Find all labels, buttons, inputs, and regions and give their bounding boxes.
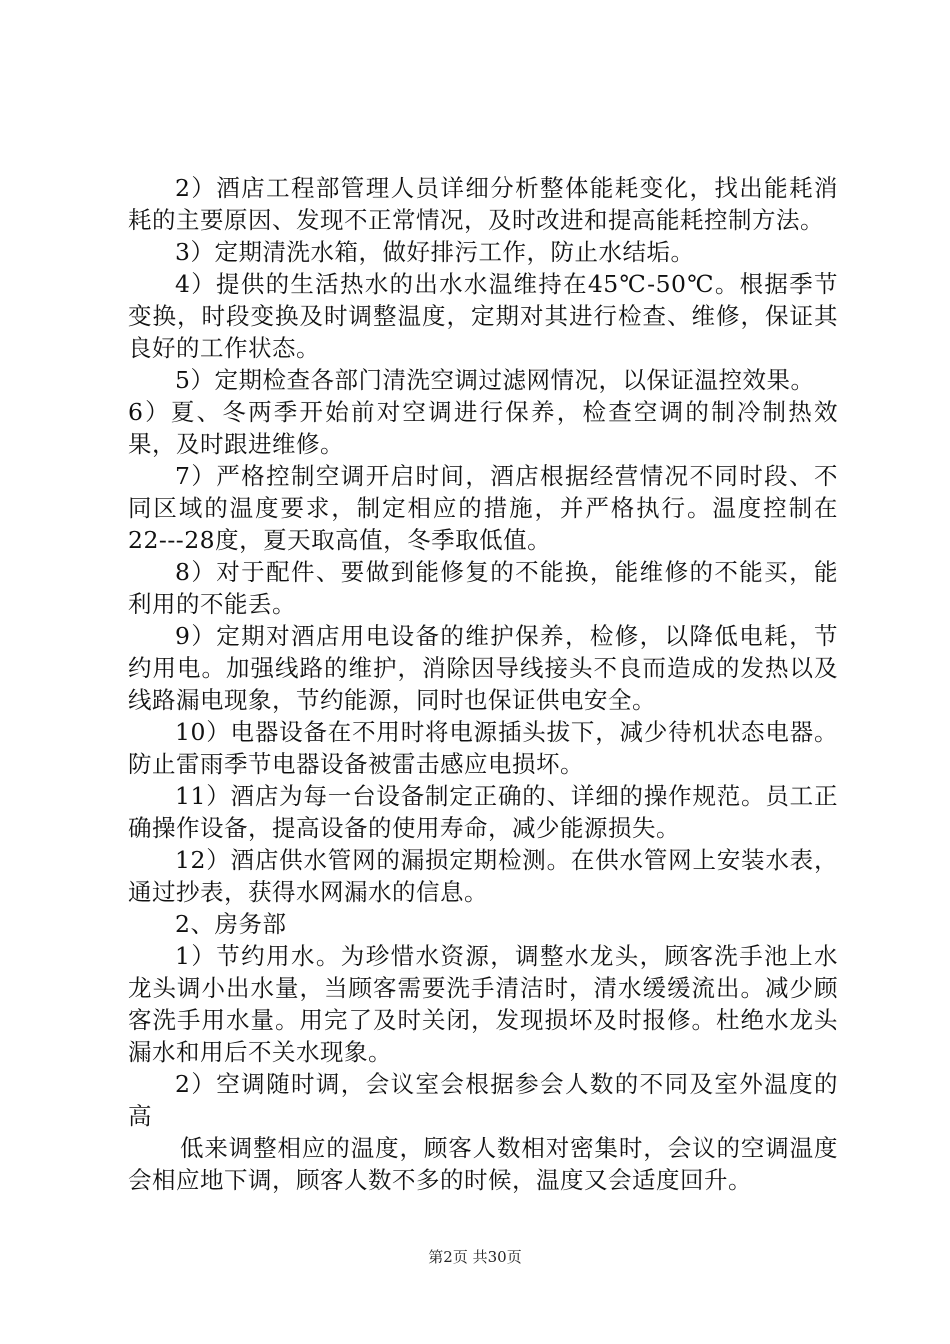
paragraph-pipe-leak: 12）酒店供水管网的漏损定期检测。在供水管网上安装水表，通过抄表，获得水网漏水的信息。 [128,846,838,906]
paragraph-ac-control: 7）严格控制空调开启时间，酒店根据经营情况不同时段、不同区域的温度要求，制定相应的措施，并严格执行。温度控制在22---28度，夏天取高值，冬季取低值。 [128,462,838,554]
paragraph-procedures: 11）酒店为每一台设备制定正确的、详细的操作规范。员工正确操作设备，提高设备的使用寿命，减少能源损失。 [128,782,838,842]
section-heading-housekeeping: 2、房务部 [175,910,287,938]
paragraph-energy-analysis: 2）酒店工程部管理人员详细分析整体能耗变化，找出能耗消耗的主要原因、发现不正常情况，及时改进和提高能耗控制方法。 [128,174,838,234]
paragraph-ac-meeting: 2）空调随时调，会议室会根据参会人数的不同及室外温度的高 [128,1070,838,1130]
paragraph-ac-maintenance: 6）夏、冬两季开始前对空调进行保养，检查空调的制冷制热效果，及时跟进维修。 [128,398,838,458]
paragraph-water-tank: 3）定期清洗水箱，做好排污工作，防止水结垢。 [175,238,695,266]
paragraph-standby: 10）电器设备在不用时将电源插头拔下，减少待机状态电器。防止雷雨季节电器设备被雷击感应电损坏。 [128,718,838,778]
paragraph-water-saving: 1）节约用水。为珍惜水资源，调整水龙头，顾客洗手池上水龙头调小出水量，当顾客需要洗手清洁时，清水缓缓流出。减少顾客洗手用水量。用完了及时关闭，发现损坏及时报修。杜绝水龙头漏水和用后不关水现象。 [128,942,838,1066]
paragraph-hot-water: 4）提供的生活热水的出水水温维持在45℃-50℃。根据季节变换，时段变换及时调整温度，定期对其进行检查、维修，保证其良好的工作状态。 [128,270,838,362]
page-number: 第2页 共30页 [428,1248,522,1266]
paragraph-electrical: 9）定期对酒店用电设备的维护保养，检修，以降低电耗，节约用电。加强线路的维护，消除因导线接头不良而造成的发热以及线路漏电现象，节约能源，同时也保证供电安全。 [128,622,838,714]
paragraph-parts: 8）对于配件、要做到能修复的不能换，能维修的不能买，能利用的不能丢。 [128,558,838,618]
paragraph-ac-meeting-cont: 低来调整相应的温度，顾客人数相对密集时，会议的空调温度会相应地下调，顾客人数不多的时候，温度又会适度回升。 [128,1134,838,1194]
document-body [128,172,838,1196]
paragraph-ac-filter: 5）定期检查各部门清洗空调过滤网情况，以保证温控效果。 [175,366,815,394]
